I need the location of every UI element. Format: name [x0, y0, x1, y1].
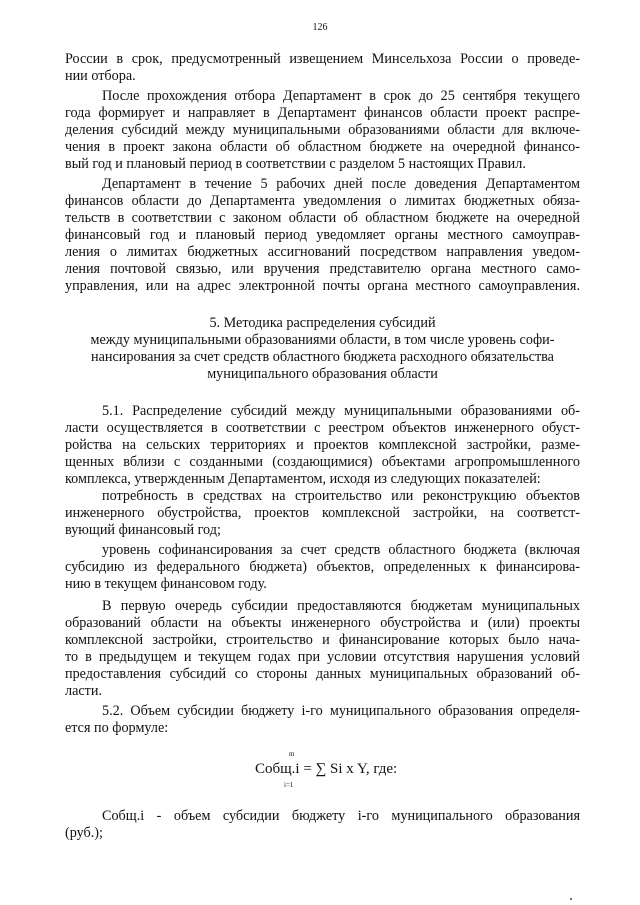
text-line: 5.2. Объем субсидии бюджету i-го муниципального образования определя-: [102, 703, 580, 719]
text-line: ления почтовой связью, или вручения представителю органа местного само-: [65, 261, 580, 277]
text-line: предоставления субсидий со стороны данных муниципальных образований об-: [65, 666, 580, 682]
section-heading-line: между муниципальными образованиями области, в том числе уровень софи-: [90, 332, 555, 348]
text-line: ройства на сельских территориях и проектов комплексной застройки, разме-: [65, 437, 580, 453]
text-line: В первую очередь субсидии предоставляются бюджетам муниципальных: [102, 598, 580, 614]
formula: [255, 761, 397, 778]
text-line: субсидию из федерального бюджета) объектов, определенных к финансирова-: [65, 559, 580, 575]
text-line: инженерного обустройства, проектов комплексной застройки, на соответст-: [65, 505, 580, 521]
text-line: России в срок, предусмотренный извещением Минсельхоза России о проведе-: [65, 51, 580, 67]
text-line: управления, или на адрес электронной почты органа местного самоуправления.: [65, 278, 580, 294]
text-line: 5.1. Распределение субсидий между муниципальными образованиями об-: [102, 403, 580, 419]
text-line: нии отбора.: [65, 68, 136, 84]
text-line: чения в проект закона области об областном бюджете на очередной финансо-: [65, 139, 580, 155]
text-line: щенных вблизи с созданными (создающимися) объектами агропромышленного: [65, 454, 580, 470]
text-line: года формирует и направляет в Департамент финансов области проект распре-: [65, 105, 580, 121]
text-line: вый год и плановый период в соответствии с разделом 5 настоящих Правил.: [65, 156, 526, 172]
formula-text: Собщ.i = ∑ Si x Y, где:: [255, 761, 398, 777]
text-line: вующий финансовый год;: [65, 522, 221, 538]
text-line: ления о лимитах бюджетных ассигнований посредством направления уведом-: [65, 244, 580, 260]
sum-upper-limit: m: [289, 750, 295, 758]
text-line: комплексной застройки, строительство и финансирование которых было нача-: [65, 632, 580, 648]
text-line: Департамент в течение 5 рабочих дней после доведения Департаментом: [102, 176, 580, 192]
section-heading-line: муниципального образования области: [207, 366, 438, 382]
sum-lower-limit: i=1: [284, 781, 294, 789]
text-line: (руб.);: [65, 825, 103, 841]
text-line: Собщ.i - объем субсидии бюджету i-го муниципального образования: [102, 808, 580, 824]
text-line: ется по формуле:: [65, 720, 169, 736]
text-line: образований области на объекты инженерного обустройства и (или) проекты: [65, 615, 580, 631]
text-line: финансовый год и плановый период уведомляет органы местного самоуправ-: [65, 227, 580, 243]
text-line: ласти.: [65, 683, 103, 699]
section-heading-line: 5. Методика распределения субсидий: [209, 315, 436, 331]
text-line: деления субсидий между муниципальными образованиями области для включе-: [65, 122, 580, 138]
text-line: тельств в соответствии с законом области об областном бюджете на очередной: [65, 210, 580, 226]
text-line: финансов области до Департамента уведомления о лимитах бюджетных обяза-: [65, 193, 580, 209]
text-line: уровень софинансирования за счет средств областного бюджета (включая: [102, 542, 580, 558]
scan-speck: [570, 898, 572, 900]
text-line: потребность в средствах на строительство или реконструкцию объектов: [102, 488, 580, 504]
text-line: ласти осуществляется в соответствии с реестром объектов инженерного обуст-: [65, 420, 580, 436]
section-heading-line: нансирования за счет средств областного бюджета расходного обязательства: [91, 349, 554, 365]
page-number: 126: [312, 22, 328, 33]
text-line: комплекса, утвержденным Департаментом, исходя из следующих показателей:: [65, 471, 541, 487]
text-line: После прохождения отбора Департамент в срок до 25 сентября текущего: [102, 88, 580, 104]
text-line: нию в текущем финансовом году.: [65, 576, 267, 592]
text-line: то в предыдущем и текущем годах при условии отсутствия нарушения условий: [65, 649, 580, 665]
